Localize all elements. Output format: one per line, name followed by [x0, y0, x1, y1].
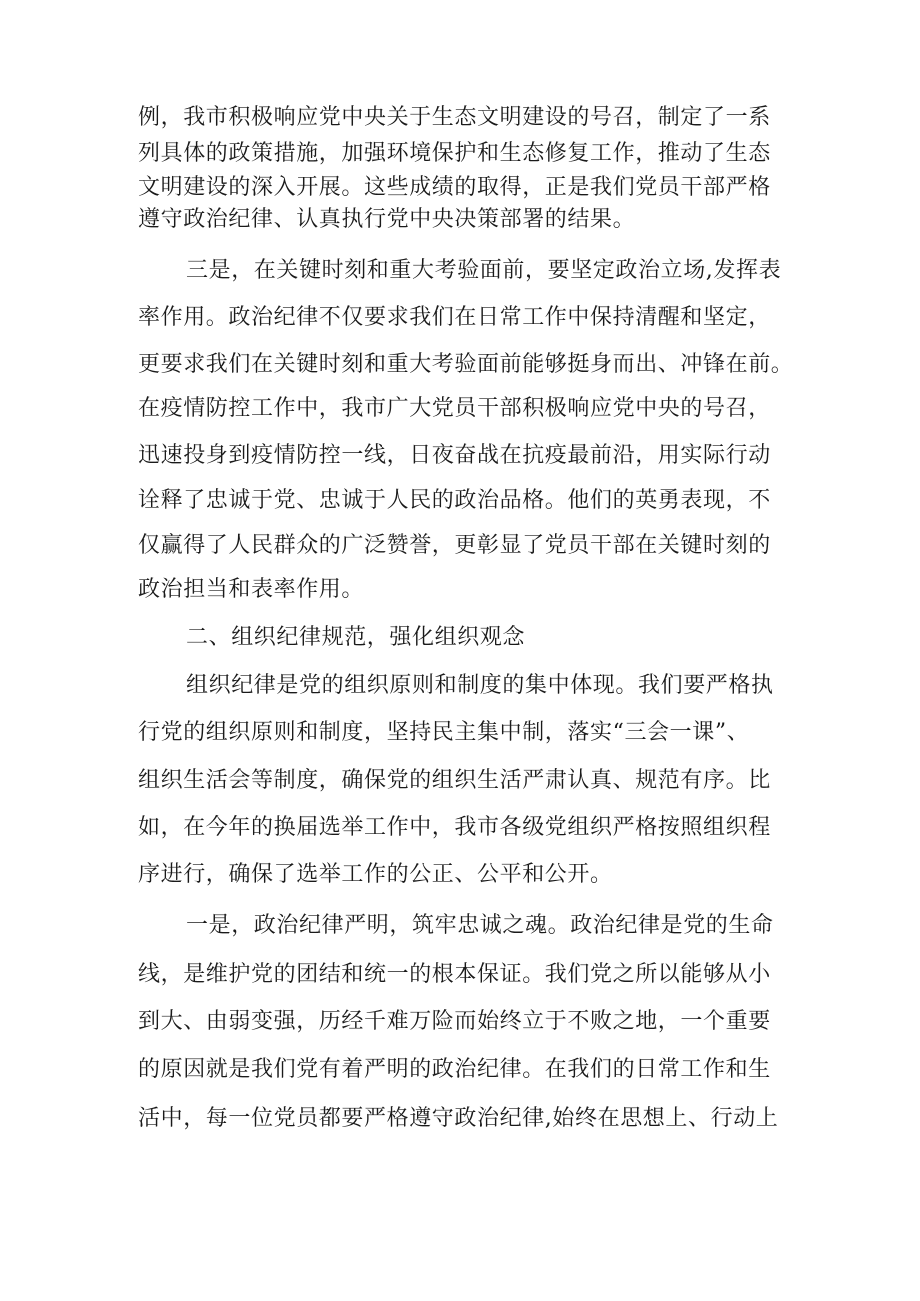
text-line: 如，在今年的换届选举工作中，我市各级党组织严格按照组织程 — [138, 815, 771, 840]
text-line: 组织生活会等制度，确保党的组织生活严肃认真、规范有序。比 — [138, 768, 771, 793]
text-line: 的原因就是我们党有着严明的政治纪律。在我们的日常工作和生 — [138, 1057, 771, 1082]
text-line: 诠释了忠诚于党、忠诚于人民的政治品格。他们的英勇表现，不 — [138, 488, 771, 513]
text-line: 组织纪律是党的组织原则和制度的集中体现。我们要严格执 — [186, 673, 774, 698]
text-line: 遵守政治纪律、认真执行党中央决策部署的结果。 — [138, 207, 636, 232]
text-line: 在疫情防控工作中，我市广大党员干部积极响应党中央的号召， — [138, 396, 771, 421]
text-line: 线，是维护党的团结和统一的根本保证。我们党之所以能够从小 — [138, 962, 771, 987]
text-line: 率作用。政治纪律不仅要求我们在日常工作中保持清醒和坚定， — [138, 305, 771, 330]
text-line: 行党的组织原则和制度，坚持民主集中制，落实“三会一课”、 — [138, 720, 750, 745]
text-line: 政治担当和表率作用。 — [138, 577, 365, 602]
text-line: 序进行，确保了选举工作的公正、公平和公开。 — [138, 862, 613, 887]
text-line: 更要求我们在关键时刻和重大考验面前能够挺身而出、冲锋在前。 — [138, 352, 794, 377]
text-line: 一是，政治纪律严明，筑牢忠诚之魂。政治纪律是党的生命 — [186, 913, 774, 938]
text-line: 迅速投身到疫情防控一线，日夜奋战在抗疫最前沿，用实际行动 — [138, 443, 771, 468]
text-line: 到大、由弱变强，历经千难万险而始终立于不败之地，一个重要 — [138, 1009, 771, 1034]
text-line: 活中，每一位党员都要严格遵守政治纪律,始终在思想上、行动上 — [138, 1106, 779, 1131]
text-line: 仅赢得了人民群众的广泛赞誉，更彰显了党员干部在关键时刻的 — [138, 533, 771, 558]
text-line: 列具体的政策措施，加强环境保护和生态修复工作，推动了生态 — [138, 141, 771, 166]
text-line: 文明建设的深入开展。这些成绩的取得，正是我们党员干部严格 — [138, 175, 771, 200]
text-line: 三是，在关键时刻和重大考验面前，要坚定政治立场,发挥表 — [186, 258, 782, 283]
section-heading: 二、组织纪律规范，强化组织观念 — [186, 625, 526, 650]
text-line: 例，我市积极响应党中央关于生态文明建设的号召，制定了一系 — [138, 105, 771, 130]
